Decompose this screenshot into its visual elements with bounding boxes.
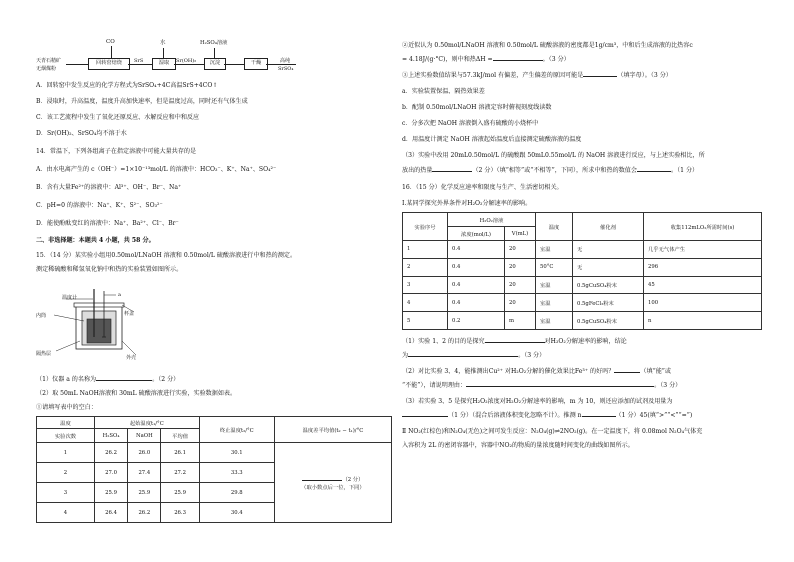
table-cell: 4: [37, 503, 95, 523]
table-row: [403, 258, 762, 276]
q16-stem: 16．（15 分）化学反应速率和限度与生产、生活密切相关。: [402, 184, 563, 191]
table-cell: 27.2: [161, 463, 199, 483]
table-header-diff: 温度差平均值(t₂ − t₁)/°C: [274, 417, 391, 443]
q16-part2-text-2: （填“能”或: [640, 368, 671, 375]
q15-part3-text: 放出的热量: [402, 167, 433, 174]
q16-part3-answer-blank-2[interactable]: [582, 416, 616, 417]
flow-input-coal: 无烟煤粉: [36, 66, 57, 72]
table-diff-answer-cell: [274, 443, 391, 523]
t2-header-catalyst: 催化剂: [573, 213, 644, 241]
q15-part2-sub1: ①请填写表中的空白：: [36, 404, 97, 411]
flow-box-precipitate: 沉淀: [204, 58, 226, 70]
label-insulation: 隔热层: [36, 351, 52, 357]
table-cell: 1: [37, 443, 95, 463]
table-row: [403, 276, 762, 294]
q16-part2: [402, 368, 671, 376]
q16-part-ii-line2: 入容积为 2L 的密闭容器中，容器中NO₂的物质的量浓度随时间变化的曲线如图所示。: [402, 442, 634, 449]
q16-part1: [402, 338, 627, 346]
table-cell: 0.4: [448, 294, 505, 312]
label-outer-shell: 外壳: [126, 355, 137, 361]
table-cell: 无: [573, 258, 644, 276]
q15-part3: （3）实验中改用 20mL0.50mol/L 的硫酸跟 50mL0.55mol/L 的 NaOH 溶液进行反应，与上述实验相比，所: [402, 152, 705, 159]
q16-part2-reason: “不能”），请说明理由：: [402, 382, 467, 389]
table-cell: 5: [403, 312, 448, 330]
q15-part1-score: 。（2 分）: [152, 376, 180, 383]
q15-stem: 15．（14 分）某实验小组用0.50mol/LNaOH 溶液和 0.50mol/L 硫酸溶液进行中和热的测定。: [36, 252, 297, 259]
q16-part1-line2: [402, 352, 545, 360]
q15-deviation-score: （填字母）。（3 分）: [617, 72, 672, 79]
q15-part3-score: 。（1 分）: [671, 167, 699, 174]
table-row: [403, 241, 762, 259]
flow-acid-label: H₂SO₄溶液: [200, 40, 228, 46]
q15-choice-c: c．分多次把 NaOH 溶液倒入盛有硫酸的小烧杯中: [402, 120, 539, 127]
flow-output-label2: SrSO₄: [278, 66, 294, 72]
table-row: [403, 294, 762, 312]
q16-part2-answer-blank[interactable]: [614, 372, 640, 373]
q16-part3-line2: [402, 412, 692, 420]
t2-header-vol: V(mL): [505, 227, 536, 241]
q13-option-a: A．回转窑中发生反应的化学方程式为SrSO₄+4C高温SrS+4CO↑: [36, 82, 218, 89]
table-cell: 3: [403, 276, 448, 294]
table-cell: m: [505, 312, 536, 330]
table-cell: 1: [403, 241, 448, 259]
table-cell: 25.9: [128, 483, 161, 503]
q16-part2-line2: [402, 382, 681, 390]
t2-header-h2o2: H₂O₂溶液: [448, 213, 536, 227]
q16-part2-reason-blank[interactable]: [466, 386, 654, 387]
flow-box-leaching: 湿取: [152, 58, 176, 70]
q16-part3: （3）若实验 3、5 是探究H₂O₂浓度对H₂O₂分解速率的影响，m 为 10，则还应添加的试剂及用量为: [402, 398, 673, 405]
q15-part2: （2）取 50mL NaOH溶液和 30mL 硫酸溶液进行实验，实验数据如表。: [36, 390, 237, 397]
q15-part1-text: （1）仪器 a 的名称为: [36, 376, 97, 383]
q16-part1-score: 。（3 分）: [518, 352, 546, 359]
q15-heat-text: = 4.18J/(g·°C)，则中和热ΔH =: [402, 56, 493, 63]
flow-co-label: CO: [106, 39, 115, 45]
flow-arrow-4: [224, 64, 244, 65]
flow-srs-label: SrS: [134, 58, 144, 64]
q13-option-d: D．Sr(OH)₂、SrSO₄均不溶于水: [36, 130, 127, 137]
q15-heat-answer-blank[interactable]: [493, 60, 543, 61]
table-cell: 20: [505, 294, 536, 312]
q15-deviation-text: ③上述实验数值结果与57.3kJ/mol 有偏差，产生偏差的原因可能是: [402, 72, 584, 79]
q15-choice-a: a．实验装置保温、隔热效果差: [402, 88, 485, 95]
q16-part1-answer-blank[interactable]: [485, 342, 545, 343]
table-cell: 室温: [536, 276, 573, 294]
q14-stem: 14．常温下，下列各组离子在指定溶液中可能大量共存的是: [36, 148, 197, 155]
label-a: a: [118, 292, 121, 298]
table-cell: 3: [37, 483, 95, 503]
table-cell: 4: [403, 294, 448, 312]
table-cell: 20: [505, 241, 536, 259]
q15-deviation-answer-blank[interactable]: [583, 76, 617, 77]
q15-part1: [36, 376, 179, 384]
table-cell: 29.8: [199, 483, 274, 503]
q16-part1-text-2: 对H₂O₂分解速率的影响，结论: [544, 338, 627, 345]
flow-input-ore: 天青石精矿: [36, 58, 62, 64]
flow-box-drying: 干燥: [244, 58, 268, 70]
table-header-temp: 温度: [37, 417, 95, 429]
q16-part1-conclusion-blank[interactable]: [408, 356, 518, 357]
table-cell: 2: [37, 463, 95, 483]
q15-part1-answer-blank[interactable]: [96, 380, 152, 381]
calorimeter-svg: [36, 285, 146, 365]
table-cell: 0.4: [448, 258, 505, 276]
table-cell: 30.4: [199, 503, 274, 523]
table-cell: 0.5gCuSO₄粉末: [573, 276, 644, 294]
table-header-end: 终止温度t₂/°C: [199, 417, 274, 443]
q15-choice-d: d．用温度计测定 NaOH 溶液起始温度后直接测定硫酸溶液的温度: [402, 136, 582, 143]
t2-header-temp: 温度: [536, 213, 573, 241]
q13-option-b: B．浸取时，升高温度，温度升高加快速率，但是温度过高，同时还有气体生成: [36, 98, 248, 105]
flow-output-label1: 高纯: [280, 58, 291, 64]
q16-part-i: Ⅰ.某同学探究外界条件对H₂O₂分解速率的影响。: [402, 200, 532, 207]
table-cell: 20: [505, 276, 536, 294]
q16-part3-text-2: （1 分）45(填“>”“<”“=”): [615, 412, 693, 419]
table-cell: 26.2: [94, 443, 127, 463]
table-cell: 20: [505, 258, 536, 276]
q16-part2-text: （2）对比实验 3、4，能推测出Cu²⁺ 对H₂O₂分解的催化效果比Fe³⁺ 的好吗？: [402, 368, 615, 375]
table-cell: 0.2: [448, 312, 505, 330]
table-row: [403, 312, 762, 330]
table-cell: 2: [403, 258, 448, 276]
q15-part3-answer-blank-1[interactable]: [432, 171, 472, 172]
q16-part3-answer-blank-1[interactable]: [402, 416, 448, 417]
table-diff-answer-blank[interactable]: [302, 480, 342, 481]
q15-part3-text-2: （2 分）（填“相等”或“不相等”，下同），所求中和热的数值会: [472, 167, 637, 174]
q15-part2-sub2: ②近似认为 0.50mol/LNaOH 溶液和 0.50mol/L 硫酸溶液的密度都是1g/cm³，中和后生成溶液的比热容c: [402, 42, 693, 49]
table-header-avg: 平均值: [161, 429, 199, 443]
table-cell: 100: [644, 294, 762, 312]
q15-heat-score: 。（3 分）: [542, 56, 570, 63]
q16-part-ii: Ⅱ NO₂(红棕色)和N₂O₄(无色)之间可发生反应：N₂O₄(g)⇌2NO₂(g)。在一定温度下，将 0.08mol N₂O₄气体充: [402, 428, 703, 435]
table-cell: 无: [573, 241, 644, 259]
table-header-count: 实验次数: [37, 429, 95, 443]
q15-heat-line: [402, 56, 570, 64]
q15-part3-line2: [402, 167, 698, 175]
table-cell: 25.9: [94, 483, 127, 503]
flow-arrow-co: [111, 46, 112, 58]
flow-arrow-water: [163, 48, 164, 58]
q15-part3-answer-blank-2[interactable]: [637, 171, 671, 172]
table-cell: 几乎无气体产生: [644, 241, 762, 259]
q14-option-d: D．能使酚酞变红的溶液中：Na⁺、Ba²⁺、Cl⁻、Br⁻: [36, 220, 179, 227]
q16-part3-text: （1 分）（混合后溶液体积变化忽略不计）。推测 n: [448, 412, 582, 419]
table-cell: 26.4: [94, 503, 127, 523]
table-cell: 30.1: [199, 443, 274, 463]
table-cell: 25.9: [161, 483, 199, 503]
table-cell: n: [644, 312, 762, 330]
flow-sroh-label: Sr(OH)₂: [176, 58, 197, 64]
table-cell: 26.0: [128, 443, 161, 463]
q16-part2-score: 。（3 分）: [654, 382, 682, 389]
table-cell: 50°C: [536, 258, 573, 276]
temperature-data-table: [36, 416, 392, 523]
q13-option-c: C．该工艺流程中发生了氧化还原反应、水解反应和中和反应: [36, 114, 200, 121]
table-cell: 0.4: [448, 276, 505, 294]
q15-choice-b: b．配制 0.50mol/LNaOH 溶液定容时俯视刻度线读数: [402, 104, 552, 111]
table-header-start: 起始温度t₁/°C: [94, 417, 199, 429]
table-cell: 室温: [536, 241, 573, 259]
flow-arrow-1: [66, 64, 88, 65]
q16-part1-text: （1）实验 1、2 的目的是探究: [402, 338, 485, 345]
flow-water-label: 水: [160, 40, 166, 46]
table-cell: 33.3: [199, 463, 274, 483]
q16-part1-conclusion: 为: [402, 352, 409, 359]
table-cell: 296: [644, 258, 762, 276]
section-two-heading: 二、非选择题：本题共 4 小题，共 58 分。: [36, 237, 155, 244]
label-inner-tube: 内筒: [36, 313, 47, 319]
t2-header-time: 收集112mLO₂所需时间(s): [644, 213, 762, 241]
table-cell: 26.1: [161, 443, 199, 463]
table-cell: 0.4: [448, 241, 505, 259]
table-blank-note: （2 分）: [342, 476, 364, 483]
flow-box-roasting: 回转窑焙烧: [88, 58, 130, 70]
table-cell: 27.4: [128, 463, 161, 483]
table-cell: 45: [644, 276, 762, 294]
q14-option-b: B．含有大量Fe²⁺的溶液中：Al³⁺、OH⁻、Br⁻、Na⁺: [36, 184, 182, 191]
table-header-h2so4: H₂SO₄: [94, 429, 127, 443]
flow-arrow-acid: [214, 48, 215, 58]
label-lid: 杯盖: [124, 311, 135, 317]
label-thermometer: 温度计: [62, 295, 78, 301]
table-cell: 室温: [536, 294, 573, 312]
h2o2-experiment-table: [402, 212, 762, 330]
t2-header-conc: 浓度(mol/L): [448, 227, 505, 241]
t2-header-no: 实验序号: [403, 213, 448, 241]
table-cell: 26.3: [161, 503, 199, 523]
table-cell: 26.2: [128, 503, 161, 523]
q14-option-a: A．由水电离产生的 c（OH⁻）=1×10⁻¹³mol/L 的溶液中：HCO₃⁻、K⁺、Na⁺、SO₄²⁻: [36, 166, 277, 173]
table-cell: 27.0: [94, 463, 127, 483]
q15-deviation-line: [402, 72, 672, 80]
table-blank-note-2: （取小数点后一位，下同）: [301, 484, 365, 491]
table-cell: 0.5gCuSO₄粉末: [573, 312, 644, 330]
table-cell: 0.5gFeCl₃粉末: [573, 294, 644, 312]
q14-option-c: C．pH=0 的溶液中：Na⁺、K⁺、S²⁻、SO₃²⁻: [36, 202, 163, 209]
table-cell: 室温: [536, 312, 573, 330]
table-row: [37, 443, 392, 463]
table-header-naoh: NaOH: [128, 429, 161, 443]
q15-stem-line2: 测定稀硫酸和稀氢氧化钠中和热的实验装置如图所示。: [36, 266, 183, 273]
